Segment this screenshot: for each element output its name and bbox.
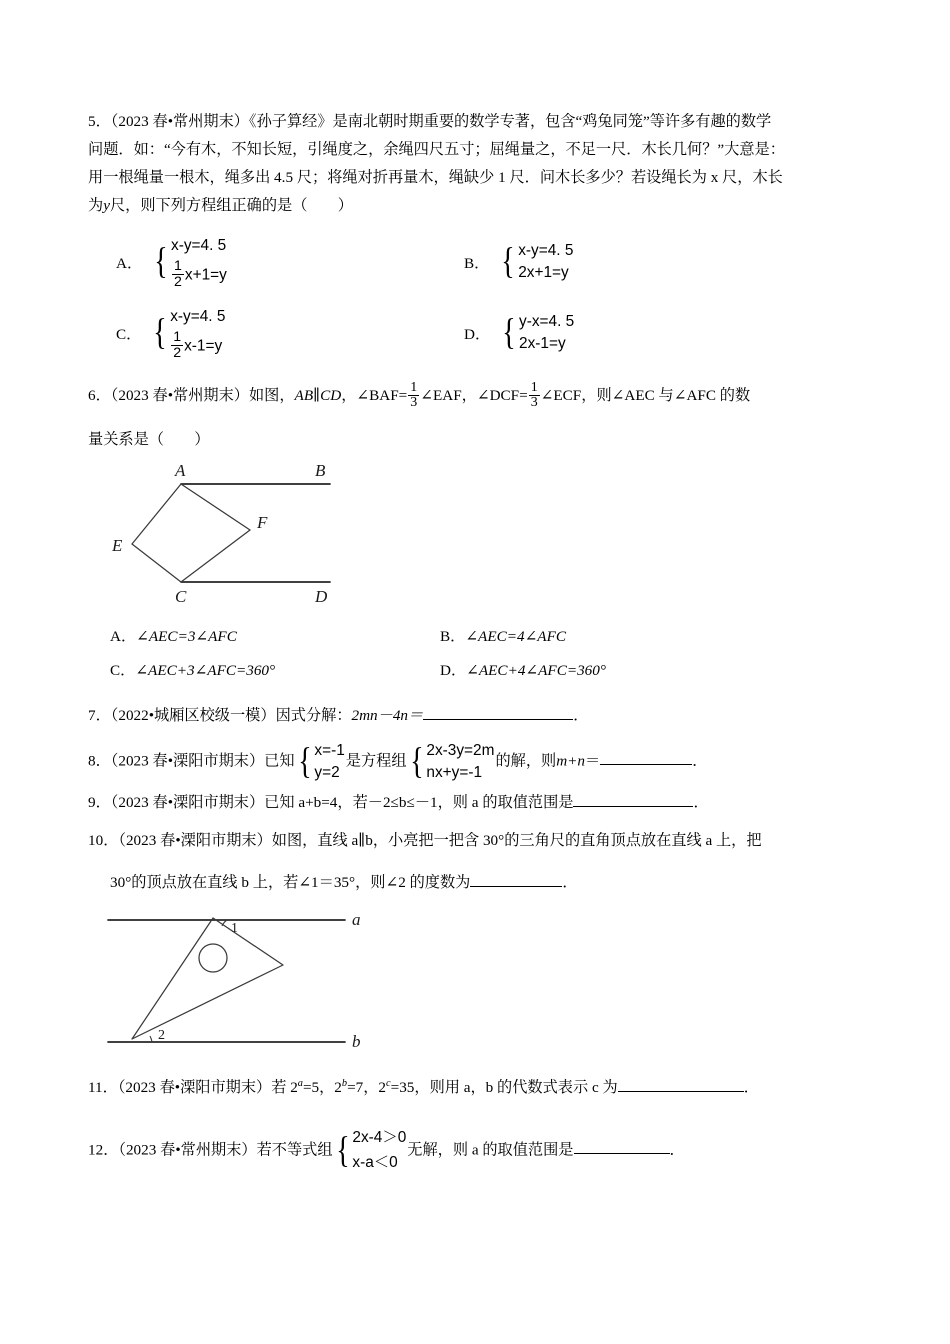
option-a-label: A．	[116, 254, 143, 272]
option-c-eq2-rest: x-1=y	[184, 337, 223, 355]
question-9-answer-blank[interactable]	[573, 790, 693, 807]
question-7-answer-blank[interactable]	[423, 703, 573, 720]
angle-2-arc	[150, 1036, 152, 1042]
question-6-option-c[interactable]	[88, 654, 418, 688]
question-11-source: （2023 春•溧阳市期末）	[117, 1078, 272, 1096]
question-10-number: 10	[88, 831, 104, 849]
question-6-source: （2023 春•常州期末）	[110, 387, 249, 404]
question-9-text: 已知 a+b=4，若－2≤b≤－1，则 a 的取值范围是	[264, 793, 574, 811]
option-b-label: B．	[440, 628, 466, 645]
label-a: A	[175, 464, 186, 480]
option-d-text: ∠AEC+4∠AFC=360°	[466, 662, 606, 679]
question-8-text-pre: 已知	[264, 752, 295, 770]
question-7-text: 因式分解：	[275, 707, 352, 724]
question-6-choice-row-1	[88, 620, 873, 654]
question-8-text-post: 的解，则	[495, 752, 557, 770]
question-11-pre: 若 2	[271, 1078, 298, 1096]
option-b-system	[499, 240, 573, 284]
q6-comma-1: ，	[341, 387, 357, 404]
option-b-eq1: x-y=4. 5	[518, 242, 574, 260]
question-6-option-b[interactable]	[418, 620, 873, 654]
question-8-source: （2023 春•溧阳市期末）	[110, 752, 265, 770]
label-f: F	[257, 513, 268, 532]
question-6-dot: ．	[95, 387, 111, 404]
question-10-dot: ．	[103, 831, 119, 849]
q6-angle-dcf: ∠DCF=	[476, 387, 528, 404]
question-6-option-a[interactable]	[88, 620, 418, 654]
question-11-t2: =7，2	[347, 1078, 387, 1096]
question-8-system-1	[296, 740, 345, 784]
question-8-answer-blank[interactable]	[600, 748, 692, 765]
q5-l4-pre: 为	[88, 197, 104, 214]
question-11-answer-blank[interactable]	[618, 1075, 744, 1092]
question-11-t1: =5，2	[302, 1078, 342, 1096]
question-5-choice-row-1	[88, 226, 873, 298]
question-5-option-b[interactable]	[446, 226, 873, 298]
fraction-one-half	[171, 330, 183, 361]
question-8-system-2	[408, 740, 495, 784]
left-brace-icon: {	[153, 311, 167, 353]
angle-1-label: 1	[231, 920, 238, 936]
option-c-text: ∠AEC+3∠AFC=360°	[135, 662, 276, 679]
triangle-ruler-parallel-lines-diagram	[100, 906, 410, 1056]
segment-fc	[181, 530, 250, 582]
left-brace-icon: {	[335, 1129, 350, 1171]
label-c: C	[175, 587, 187, 606]
question-10	[88, 820, 873, 904]
question-6-number: 6	[88, 387, 96, 404]
question-5-body-1: 《孙子算经》是南北朝时期重要的数学专著，包含“鸡兔同笼”等许多有趣的数学	[248, 113, 772, 130]
question-10-period: ．	[562, 873, 578, 891]
q12-row2: x-a＜0	[352, 1153, 398, 1171]
question-6-line-1	[88, 374, 873, 418]
q6-angle-eq-2	[476, 379, 582, 411]
question-5-choices	[88, 226, 873, 368]
option-c-eq1: x-y=4. 5	[170, 308, 226, 326]
question-10-source: （2023 春•溧阳市期末）	[118, 831, 272, 849]
question-5-option-a[interactable]	[88, 226, 446, 298]
question-6-figure	[102, 464, 873, 614]
q6-tail: ，则∠AEC 与∠AFC 的数	[581, 387, 751, 404]
q6-comma-2: ，	[461, 387, 477, 404]
question-8	[88, 740, 873, 784]
option-a-eq2-rest: x+1=y	[184, 266, 227, 284]
angle-2-label: 2	[158, 1027, 165, 1043]
question-9	[88, 788, 873, 818]
option-a-eq2	[171, 259, 227, 290]
question-11-t3: =35，则用 a，b 的代数式表示 c 为	[390, 1078, 618, 1096]
option-c-label: C．	[110, 662, 136, 679]
segment-ec	[132, 544, 181, 582]
exponent-b: b	[341, 1077, 348, 1089]
option-c-eq2	[170, 330, 225, 361]
option-b-text: ∠AEC=4∠AFC	[465, 628, 566, 645]
option-b-eq2: 2x+1=y	[518, 264, 569, 281]
frac-numerator: 1	[173, 329, 182, 346]
question-12-pre: 若不等式组	[256, 1141, 333, 1159]
option-d-label: D．	[464, 325, 491, 343]
question-5-line-1	[88, 108, 873, 136]
q8-sys1-row1: x=-1	[314, 742, 345, 759]
question-11-dot: ．	[102, 1078, 118, 1096]
exponent-a: a	[297, 1077, 303, 1089]
question-5-choice-row-2	[88, 298, 873, 368]
question-5-dot: ．	[95, 113, 111, 130]
question-6-intro: 如图，	[248, 387, 295, 404]
option-d-eq1: y-x=4. 5	[519, 313, 575, 331]
question-10-text-1: 如图，直线 a∥b，小亮把一把含 30°的三角尺的直角顶点放在直线 a 上，把	[271, 831, 762, 849]
question-12-source: （2023 春•常州期末）	[118, 1141, 257, 1159]
question-7-expression: 2mn－4n＝	[351, 707, 424, 724]
option-b-label: B．	[464, 254, 490, 272]
question-5-option-c[interactable]	[88, 298, 446, 368]
option-d-eq2: 2x-1=y	[519, 335, 566, 352]
fraction-one-third	[529, 381, 540, 411]
frac-denominator: 2	[173, 344, 182, 361]
question-10-line-2	[88, 862, 873, 904]
q8-sys2-row2: nx+y=-1	[426, 763, 483, 781]
question-8-mid: 是方程组	[345, 752, 407, 770]
question-5-line-2: 问题．如：“今有木，不知长短，引绳度之，余绳四尺五寸；屈绳量之，不足一尺．木长几何？”大意是：	[88, 141, 785, 158]
question-7-source: （2022•城厢区校级一模）	[110, 707, 276, 724]
q6-parallel-statement: AB∥CD	[294, 387, 342, 404]
option-c-label: C．	[116, 325, 142, 343]
q8-sys2-row1: 2x-3y=2m	[426, 742, 495, 759]
question-12-period: ．	[669, 1141, 685, 1159]
question-10-line-1	[88, 820, 873, 862]
q8-sys1-row2: y=2	[314, 763, 340, 781]
question-8-equals: ＝	[585, 752, 601, 770]
left-brace-icon: {	[502, 311, 516, 353]
label-line-a: a	[352, 909, 361, 929]
q5-l4-post: 尺，则下列方程组正确的是（ ）	[109, 197, 353, 214]
question-10-text-2: 30°的顶点放在直线 b 上，若∠1＝35°，则∠2 的度数为	[110, 873, 471, 891]
quadrilateral-aecf-diagram	[102, 464, 422, 614]
ruler-hole-circle	[199, 944, 227, 972]
option-c-system	[151, 305, 225, 361]
question-8-period: ．	[692, 752, 708, 770]
frac-denominator: 2	[174, 273, 182, 290]
frac-denominator: 3	[530, 395, 538, 411]
question-7-number: 7	[88, 707, 96, 724]
fraction-one-third	[408, 381, 419, 411]
option-d-label: D．	[440, 662, 467, 679]
question-5-number: 5	[88, 113, 96, 130]
question-12-dot: ．	[103, 1141, 119, 1159]
frac-numerator: 1	[530, 379, 538, 395]
question-12-number: 12	[88, 1141, 104, 1159]
question-11	[88, 1068, 873, 1104]
question-5-source: （2023 春•常州期末）	[110, 113, 249, 130]
left-brace-icon: {	[501, 240, 515, 282]
segment-ae	[132, 484, 181, 544]
question-5	[88, 108, 873, 220]
option-a-system	[152, 234, 227, 290]
exponent-c: c	[386, 1077, 391, 1089]
q6-angle-ecf: ∠ECF	[540, 387, 582, 404]
question-7	[88, 700, 873, 732]
left-brace-icon: {	[297, 740, 312, 782]
question-12-system	[334, 1126, 407, 1176]
option-a-eq1: x-y=4. 5	[171, 237, 227, 255]
triangle-ruler-outline	[132, 918, 283, 1039]
question-6-line-2: 量关系是（ ）	[88, 431, 210, 448]
page-content	[88, 108, 873, 1176]
question-5-line-4	[88, 192, 873, 220]
question-9-number: 9	[88, 793, 96, 811]
q5-variable-y: y	[103, 197, 110, 214]
left-brace-icon: {	[409, 740, 424, 782]
question-6-choices	[88, 620, 873, 688]
question-5-line-3: 用一根绳量一根木，绳多出 4.5 尺；将绳对折再量木，绳缺少 1 尺．问木长多少？若设绳长为 x 尺，木长	[88, 169, 783, 186]
frac-numerator: 1	[174, 258, 182, 275]
question-12-post: 无解，则 a 的取值范围是	[407, 1141, 574, 1159]
option-a-text: ∠AEC=3∠AFC	[136, 628, 237, 645]
question-5-option-d[interactable]	[446, 298, 873, 368]
option-d-system	[500, 311, 574, 355]
label-b: B	[315, 464, 326, 480]
question-6	[88, 374, 873, 462]
frac-denominator: 3	[410, 395, 418, 411]
question-10-figure	[100, 906, 873, 1056]
question-8-variable: m+n	[556, 752, 585, 770]
segment-af	[181, 484, 250, 530]
question-9-period: ．	[693, 793, 709, 811]
question-6-choice-row-2	[88, 654, 873, 688]
option-a-label: A．	[110, 628, 137, 645]
q6-angle-eaf: ∠EAF	[420, 387, 462, 404]
question-8-number: 8	[88, 752, 96, 770]
question-9-dot: ．	[95, 793, 111, 811]
q6-angle-baf: ∠BAF=	[356, 387, 408, 404]
question-8-dot: ．	[95, 752, 111, 770]
question-12	[88, 1126, 873, 1176]
left-brace-icon: {	[154, 240, 168, 282]
fraction-one-half	[172, 259, 184, 290]
question-11-number: 11	[88, 1078, 103, 1096]
question-12-answer-blank[interactable]	[574, 1137, 670, 1154]
label-d: D	[315, 587, 328, 606]
q6-angle-eq-1	[356, 379, 462, 411]
question-6-option-d[interactable]	[418, 654, 873, 688]
question-10-answer-blank[interactable]	[470, 870, 562, 887]
label-line-b: b	[352, 1031, 361, 1051]
question-11-period: ．	[743, 1078, 759, 1096]
q12-row1: 2x-4＞0	[352, 1128, 407, 1146]
question-9-source: （2023 春•溧阳市期末）	[110, 793, 265, 811]
label-e: E	[112, 536, 123, 555]
frac-numerator: 1	[410, 379, 418, 395]
question-7-period: ．	[573, 707, 589, 724]
question-7-dot: ．	[95, 707, 111, 724]
